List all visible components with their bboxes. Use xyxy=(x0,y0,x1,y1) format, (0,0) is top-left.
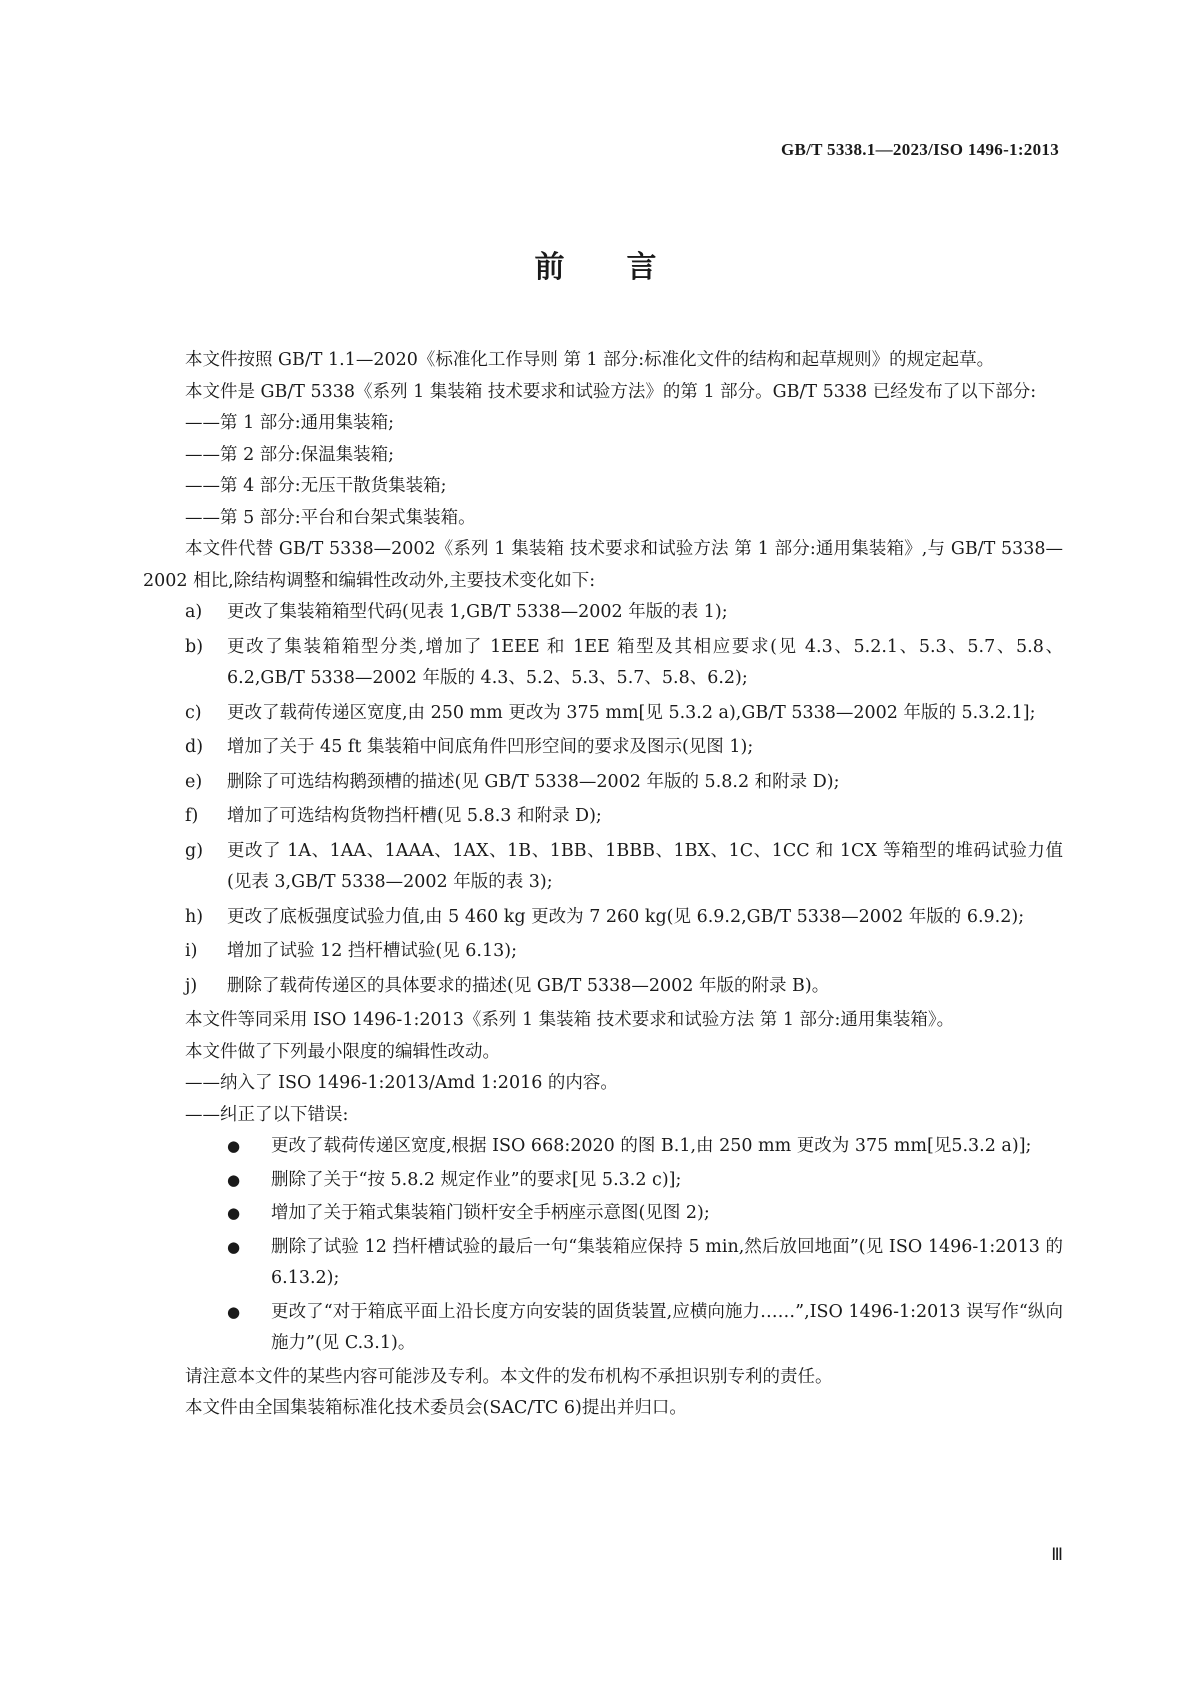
change-text: 增加了可选结构货物挡杆槽(见 5.8.3 和附录 D); xyxy=(227,806,602,826)
part-list-item: ——第 4 部分:无压干散货集装箱; xyxy=(185,476,447,496)
bullet-icon: ● xyxy=(227,1302,241,1321)
change-text: 删除了可选结构鹅颈槽的描述(见 GB/T 5338—2002 年版的 5.8.2 和附录 D); xyxy=(227,771,840,792)
document-code-header: GB/T 5338.1—2023/ISO 1496-1:2013 xyxy=(780,140,1059,159)
change-marker: c) xyxy=(185,702,202,723)
change-list-item xyxy=(143,801,1063,833)
change-list-item xyxy=(143,971,1063,1003)
change-list-item xyxy=(143,902,1063,934)
page-number: Ⅲ xyxy=(1051,1545,1063,1564)
bullet-icon: ● xyxy=(227,1204,241,1222)
change-marker: g) xyxy=(185,840,204,861)
series-part-paragraph: 本文件是 GB/T 5338《系列 1 集装箱 技术要求和试验方法》的第 1 部分。GB/T 5338 已经发布了以下部分: xyxy=(185,381,1037,402)
correction-list-item xyxy=(143,1198,1063,1230)
bullet-icon: ● xyxy=(227,1137,241,1155)
change-text: 增加了关于 45 ft 集装箱中间底角件凹形空间的要求及图示(见图 1); xyxy=(227,737,754,757)
change-marker: e) xyxy=(185,771,203,792)
change-marker: f) xyxy=(185,806,199,826)
change-text: 删除了载荷传递区的具体要求的描述(见 GB/T 5338—2002 年版的附录 B)。 xyxy=(227,975,830,996)
change-text: 更改了集装箱箱型代码(见表 1,GB/T 5338—2002 年版的表 1); xyxy=(227,602,728,622)
change-list-item xyxy=(143,732,1063,764)
editorial-change-item: ——纳入了 ISO 1496-1:2013/Amd 1:2016 的内容。 xyxy=(185,1073,618,1093)
part-list-item: ——第 2 部分:保温集装箱; xyxy=(185,444,395,465)
replacement-paragraph: 本文件代替 GB/T 5338—2002《系列 1 集装箱 技术要求和试验方法 第 1 部分:通用集装箱》,与 GB/T 5338—2002 相比,除结构调整和编辑性改动外,主要技术变化如下: xyxy=(143,539,1063,591)
change-text: 更改了 1A、1AA、1AAA、1AX、1B、1BB、1BBB、1BX、1C、1CC 和 1CX 等箱型的堆码试验力值(见表 3,GB/T 5338—2002 年版的表 3); xyxy=(227,840,1063,892)
part-list-item: ——第 1 部分:通用集装箱; xyxy=(185,413,395,433)
change-marker: h) xyxy=(185,906,204,927)
bullet-icon: ● xyxy=(227,1170,241,1189)
drafting-rule-paragraph: 本文件按照 GB/T 1.1—2020《标准化工作导则 第 1 部分:标准化文件的结构和起草规则》的规定起草。 xyxy=(185,350,995,370)
change-text: 更改了底板强度试验力值,由 5 460 kg 更改为 7 260 kg(见 6.9.2,GB/T 5338—2002 年版的 6.9.2); xyxy=(227,906,1025,927)
change-text: 增加了试验 12 挡杆槽试验(见 6.13); xyxy=(227,941,517,961)
correction-text: 增加了关于箱式集装箱门锁杆安全手柄座示意图(见图 2); xyxy=(271,1203,710,1223)
change-marker: d) xyxy=(185,737,204,757)
editorial-change-item: ——纠正了以下错误: xyxy=(185,1104,349,1125)
part-list-item: ——第 5 部分:平台和台架式集装箱。 xyxy=(185,507,476,528)
bullet-icon: ● xyxy=(227,1237,241,1256)
change-list-item xyxy=(143,632,1063,695)
correction-text: 删除了关于“按 5.8.2 规定作业”的要求[见 5.3.2 c)]; xyxy=(271,1169,682,1190)
correction-text: 删除了试验 12 挡杆槽试验的最后一句“集装箱应保持 5 min,然后放回地面”(见 ISO 1496-1:2013 的 6.13.2); xyxy=(271,1236,1063,1288)
change-text: 更改了集装箱箱型分类,增加了 1EEE 和 1EE 箱型及其相应要求(见 4.3、5.2.1、5.3、5.7、5.8、6.2,GB/T 5338—2002 年版的 4.3、5.2、5.3、5.7、5.8、6.2); xyxy=(227,636,1063,688)
change-list-item xyxy=(143,936,1063,968)
change-marker: b) xyxy=(185,636,204,657)
change-list-item xyxy=(143,767,1063,799)
change-list-item xyxy=(143,836,1063,899)
adoption-paragraph: 本文件等同采用 ISO 1496-1:2013《系列 1 集装箱 技术要求和试验方法 第 1 部分:通用集装箱》。 xyxy=(185,1010,955,1030)
change-list-item xyxy=(143,597,1063,629)
correction-text: 更改了“对于箱底平面上沿长度方向安装的固货装置,应横向施力……”,ISO 1496-1:2013 误写作“纵向施力”(见 C.3.1)。 xyxy=(271,1301,1063,1353)
change-marker: i) xyxy=(185,941,198,961)
change-list-item xyxy=(143,698,1063,730)
correction-list-item xyxy=(143,1232,1063,1295)
preface-body xyxy=(143,345,1063,1425)
page-title: 前言 xyxy=(534,250,719,285)
patent-notice-paragraph: 请注意本文件的某些内容可能涉及专利。本文件的发布机构不承担识别专利的责任。 xyxy=(185,1366,833,1387)
correction-list-item xyxy=(143,1131,1063,1163)
change-marker: a) xyxy=(185,602,203,622)
editorial-changes-paragraph: 本文件做了下列最小限度的编辑性改动。 xyxy=(185,1041,500,1062)
correction-list-item xyxy=(143,1165,1063,1197)
correction-list-item xyxy=(143,1297,1063,1360)
change-text: 更改了载荷传递区宽度,由 250 mm 更改为 375 mm[见 5.3.2 a),GB/T 5338—2002 年版的 5.3.2.1]; xyxy=(227,702,1036,723)
change-marker: j) xyxy=(185,975,198,996)
proposer-paragraph: 本文件由全国集装箱标准化技术委员会(SAC/TC 6)提出并归口。 xyxy=(185,1398,687,1418)
correction-text: 更改了载荷传递区宽度,根据 ISO 668:2020 的图 B.1,由 250 mm 更改为 375 mm[见5.3.2 a)]; xyxy=(271,1136,1032,1156)
